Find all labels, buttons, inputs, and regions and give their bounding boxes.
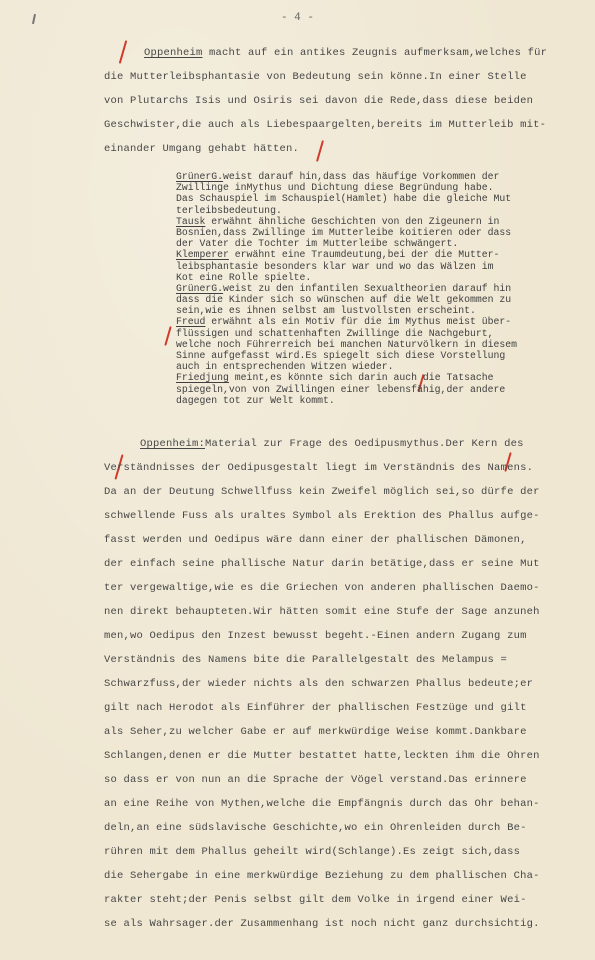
text-line: Das Schauspiel im Schauspiel(Hamlet) habe die gleiche Mut bbox=[176, 193, 512, 205]
text-line: dass die Kinder sich so wünschen auf die Welt gekommen zu bbox=[176, 294, 512, 306]
text-line: dagegen tot zur Welt kommt. bbox=[176, 394, 335, 406]
text-line: der Vater die Tochter im Mutterleibe schwängert. bbox=[176, 238, 459, 250]
text-line: leibsphantasie besonders klar war und wo das Wälzen im bbox=[176, 260, 494, 272]
text-line: rühren mit dem Phallus geheilt wird(Schlange).Es zeigt sich,dass bbox=[104, 846, 521, 858]
text-line: flüssigen und schattenhaften Zwillinge die Nachgeburt, bbox=[176, 327, 494, 339]
speaker-name: GrünerG. bbox=[176, 282, 224, 294]
paragraph-oppenheim-isis bbox=[104, 41, 595, 161]
speaker-name: Oppenheim bbox=[144, 47, 203, 59]
text-line: als Seher,zu welcher Gabe er auf merkwürdige Weise kommt.Dankbare bbox=[104, 726, 527, 738]
text-line: Tausk erwähnt ähnliche Geschichten von den Zigeunern in bbox=[176, 215, 500, 227]
text-line: spiegeln,von von Zwillingen einer lebensfähig,der andere bbox=[176, 383, 506, 395]
text-line: Freud erwähnt als ein Motiv für die im Mythus meist über- bbox=[176, 316, 512, 328]
text-line: Verständnis des Namens bite die Parallelgestalt des Melampus = bbox=[104, 654, 508, 666]
page-number: - 4 - bbox=[280, 12, 314, 24]
red-annotation-mark bbox=[164, 326, 171, 346]
text-line: terleibsbedeutung. bbox=[176, 204, 282, 216]
speaker-name: Tausk bbox=[176, 215, 206, 227]
text-line: einander Umgang gehabt hätten. bbox=[104, 143, 300, 155]
text-line: auch in entsprechenden Witzen wieder. bbox=[176, 361, 394, 373]
text-line: der einfach seine phallische Natur darin betätige,dass er seine Mut bbox=[104, 558, 540, 570]
speaker-name: GrünerG. bbox=[176, 171, 224, 182]
text-line: die Mutterleibsphantasie von Bedeutung sein könne.In einer Stelle bbox=[104, 71, 527, 83]
text-line: se als Wahrsager.der Zusammenhang ist noch nicht ganz durchsichtig. bbox=[104, 918, 540, 930]
text-line: die Sehergabe in eine merkwürdige Beziehung zu dem phallischen Cha- bbox=[104, 870, 540, 882]
text-line: sein,wie es ihnen selbst am lustvollsten erscheint. bbox=[176, 305, 476, 317]
text-line: Geschwister,die auch als Liebespaargelten,bereits im Mutterleib mit- bbox=[104, 119, 547, 131]
text-line: nen direkt behaupteten.Wir hätten somit eine Stufe der Sage anzuneh bbox=[104, 606, 540, 618]
text-line: Oppenheim:Material zur Frage des Oedipusmythus.Der Kern des bbox=[140, 438, 524, 450]
text-line: Oppenheim macht auf ein antikes Zeugnis aufmerksam,welches für bbox=[144, 47, 548, 59]
paragraph-oppenheim-oedipus bbox=[104, 432, 595, 936]
text-line: schwellende Fuss als uraltes Symbol als Erektion des Phallus aufge- bbox=[104, 510, 540, 522]
text-line: men,wo Oedipus den Inzest bewusst begeht.-Einen andern Zugang zum bbox=[104, 630, 527, 642]
text-line: Sinne aufgefasst wird.Es spiegelt sich diese Vorstellung bbox=[176, 350, 506, 361]
text-line: von Plutarchs Isis und Osiris sei davon die Rede,dass diese beiden bbox=[104, 95, 534, 107]
text-line: Zwillinge inMythus und Dichtung diese Begründung habe. bbox=[176, 182, 494, 194]
speaker-name: Klemperer bbox=[176, 249, 229, 261]
speaker-name: Freud bbox=[176, 316, 206, 328]
text-line: Schlangen,denen er die Mutter bestattet hatte,leckten ihm die Ohren bbox=[104, 750, 540, 762]
text-line: Schwarzfuss,der wieder nichts als den schwarzen Phallus bedeute;er bbox=[104, 678, 534, 690]
text-line: gilt nach Herodot als Einführer der phallischen Festzüge und gilt bbox=[104, 702, 527, 714]
text-line: an eine Reihe von Mythen,welche die Empfängnis durch das Ohr behan- bbox=[104, 798, 540, 810]
text-line: welche noch Führerreich bei manchen Naturvölkern in diesem bbox=[176, 338, 517, 350]
text-line: rakter steht;der Penis selbst gilt dem Volke in irgend einer Wei- bbox=[104, 894, 527, 906]
text-line: Klemperer erwähnt eine Traumdeutung,bei der die Mutter- bbox=[176, 249, 500, 261]
text-line: GrünerG.weist zu den infantilen Sexualtheorien darauf hin bbox=[176, 282, 512, 294]
speaker-name: Friedjung bbox=[176, 372, 229, 384]
text-line: Verständnisses der Oedipusgestalt liegt im Verständnis des Namens. bbox=[104, 462, 534, 474]
discussion-block bbox=[176, 171, 588, 406]
text-line: Da an der Deutung Schwellfuss kein Zweifel möglich sei,so dürfe der bbox=[104, 486, 540, 498]
text-line: Friedjung meint,es könnte sich darin auch die Tatsache bbox=[176, 372, 494, 384]
speaker-name: Oppenheim: bbox=[140, 438, 206, 450]
text-line: Kot eine Rolle spielte. bbox=[176, 271, 312, 283]
text-line: ter vergewaltige,wie es die Griechen von anderen phallischen Daemo- bbox=[104, 582, 540, 594]
text-line: GrünerG.weist darauf hin,dass das häufige Vorkommen der bbox=[176, 171, 500, 182]
text-line: Bosnien,dass Zwillinge im Mutterleibe koitieren oder dass bbox=[176, 226, 512, 238]
text-line: fasst werden und Oedipus wäre dann einer der phallischen Dämonen, bbox=[104, 534, 527, 546]
text-line: so dass er von nun an die Sprache der Vögel verstand.Das erinnere bbox=[104, 774, 527, 786]
text-line: deln,an eine südslavische Geschichte,wo ein Ohrenleiden durch Be- bbox=[104, 822, 527, 834]
